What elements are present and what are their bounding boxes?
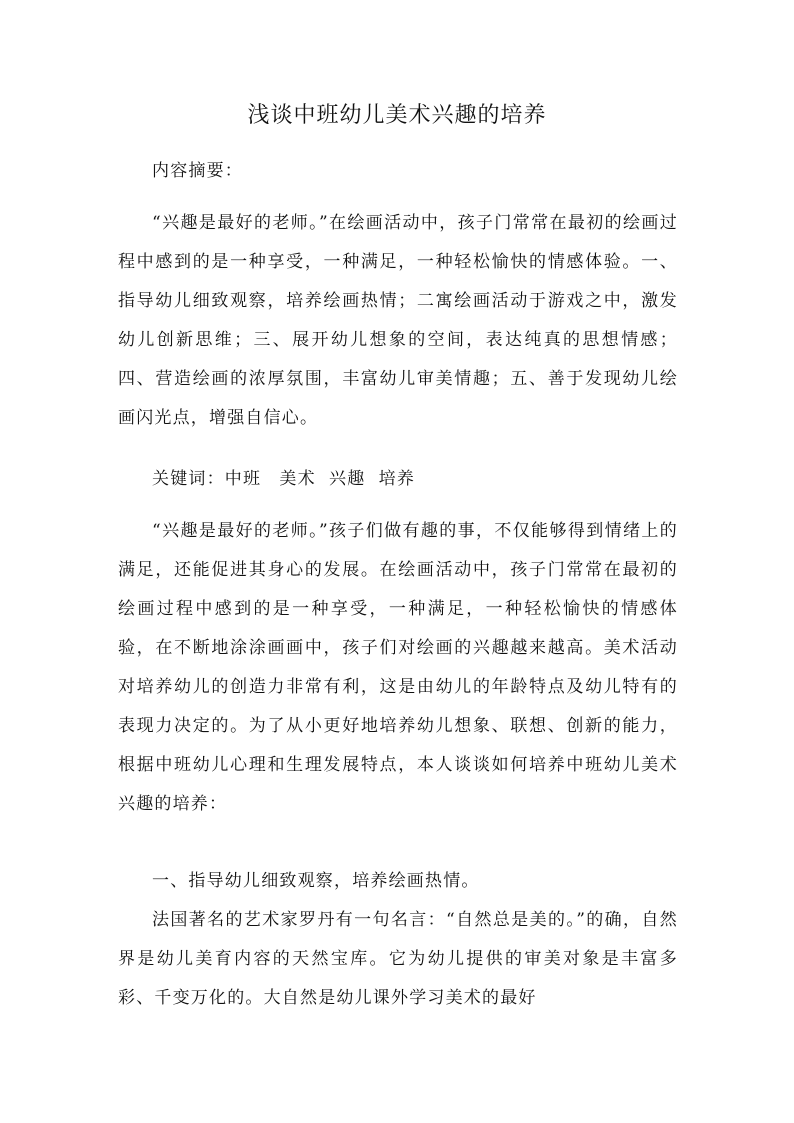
intro-paragraph: “兴趣是最好的老师。”孩子们做有趣的事，不仅能够得到情绪上的满足，还能促进其身心的发展。在绘画活动中，孩子门常常在最初的绘画过程中感到的是一种享受，一种满足，一种轻松愉快的情感体验，在不断地涂涂画画中，孩子们对绘画的兴趣越来越高。美术活动对培养幼儿的创造力非常有利，这是由幼儿的年龄特点及幼儿特有的表现力决定的。为了从小更好地培养幼儿想象、联想、创新的能力，根据中班幼儿心理和生理发展特点，本人谈谈如何培养中班幼儿美术兴趣的培养：	[118, 521, 678, 814]
keywords-line: 关键词：中班 美术 兴趣 培养	[152, 469, 416, 489]
section-1-paragraph: 法国著名的艺术家罗丹有一句名言：“自然总是美的。”的确，自然界是幼儿美育内容的天然宝库。它为幼儿提供的审美对象是丰富多彩、千变万化的。大自然是幼儿课外学习美术的最好	[118, 910, 678, 1008]
section-1-heading: 一、指导幼儿细致观察，培养绘画热情。	[152, 871, 480, 891]
abstract-label: 内容摘要：	[152, 161, 243, 181]
document-title: 浅谈中班幼儿美术兴趣的培养	[247, 103, 547, 128]
abstract-paragraph: “兴趣是最好的老师。”在绘画活动中，孩子门常常在最初的绘画过程中感到的是一种享受，一种满足，一种轻松愉快的情感体验。一、指导幼儿细致观察，培养绘画热情；二寓绘画活动于游戏之中，激发幼儿创新思维；三、展开幼儿想象的空间，表达纯真的思想情感；四、营造绘画的浓厚氛围，丰富幼儿审美情趣；五、善于发现幼儿绘画闪光点，增强自信心。	[118, 213, 678, 428]
